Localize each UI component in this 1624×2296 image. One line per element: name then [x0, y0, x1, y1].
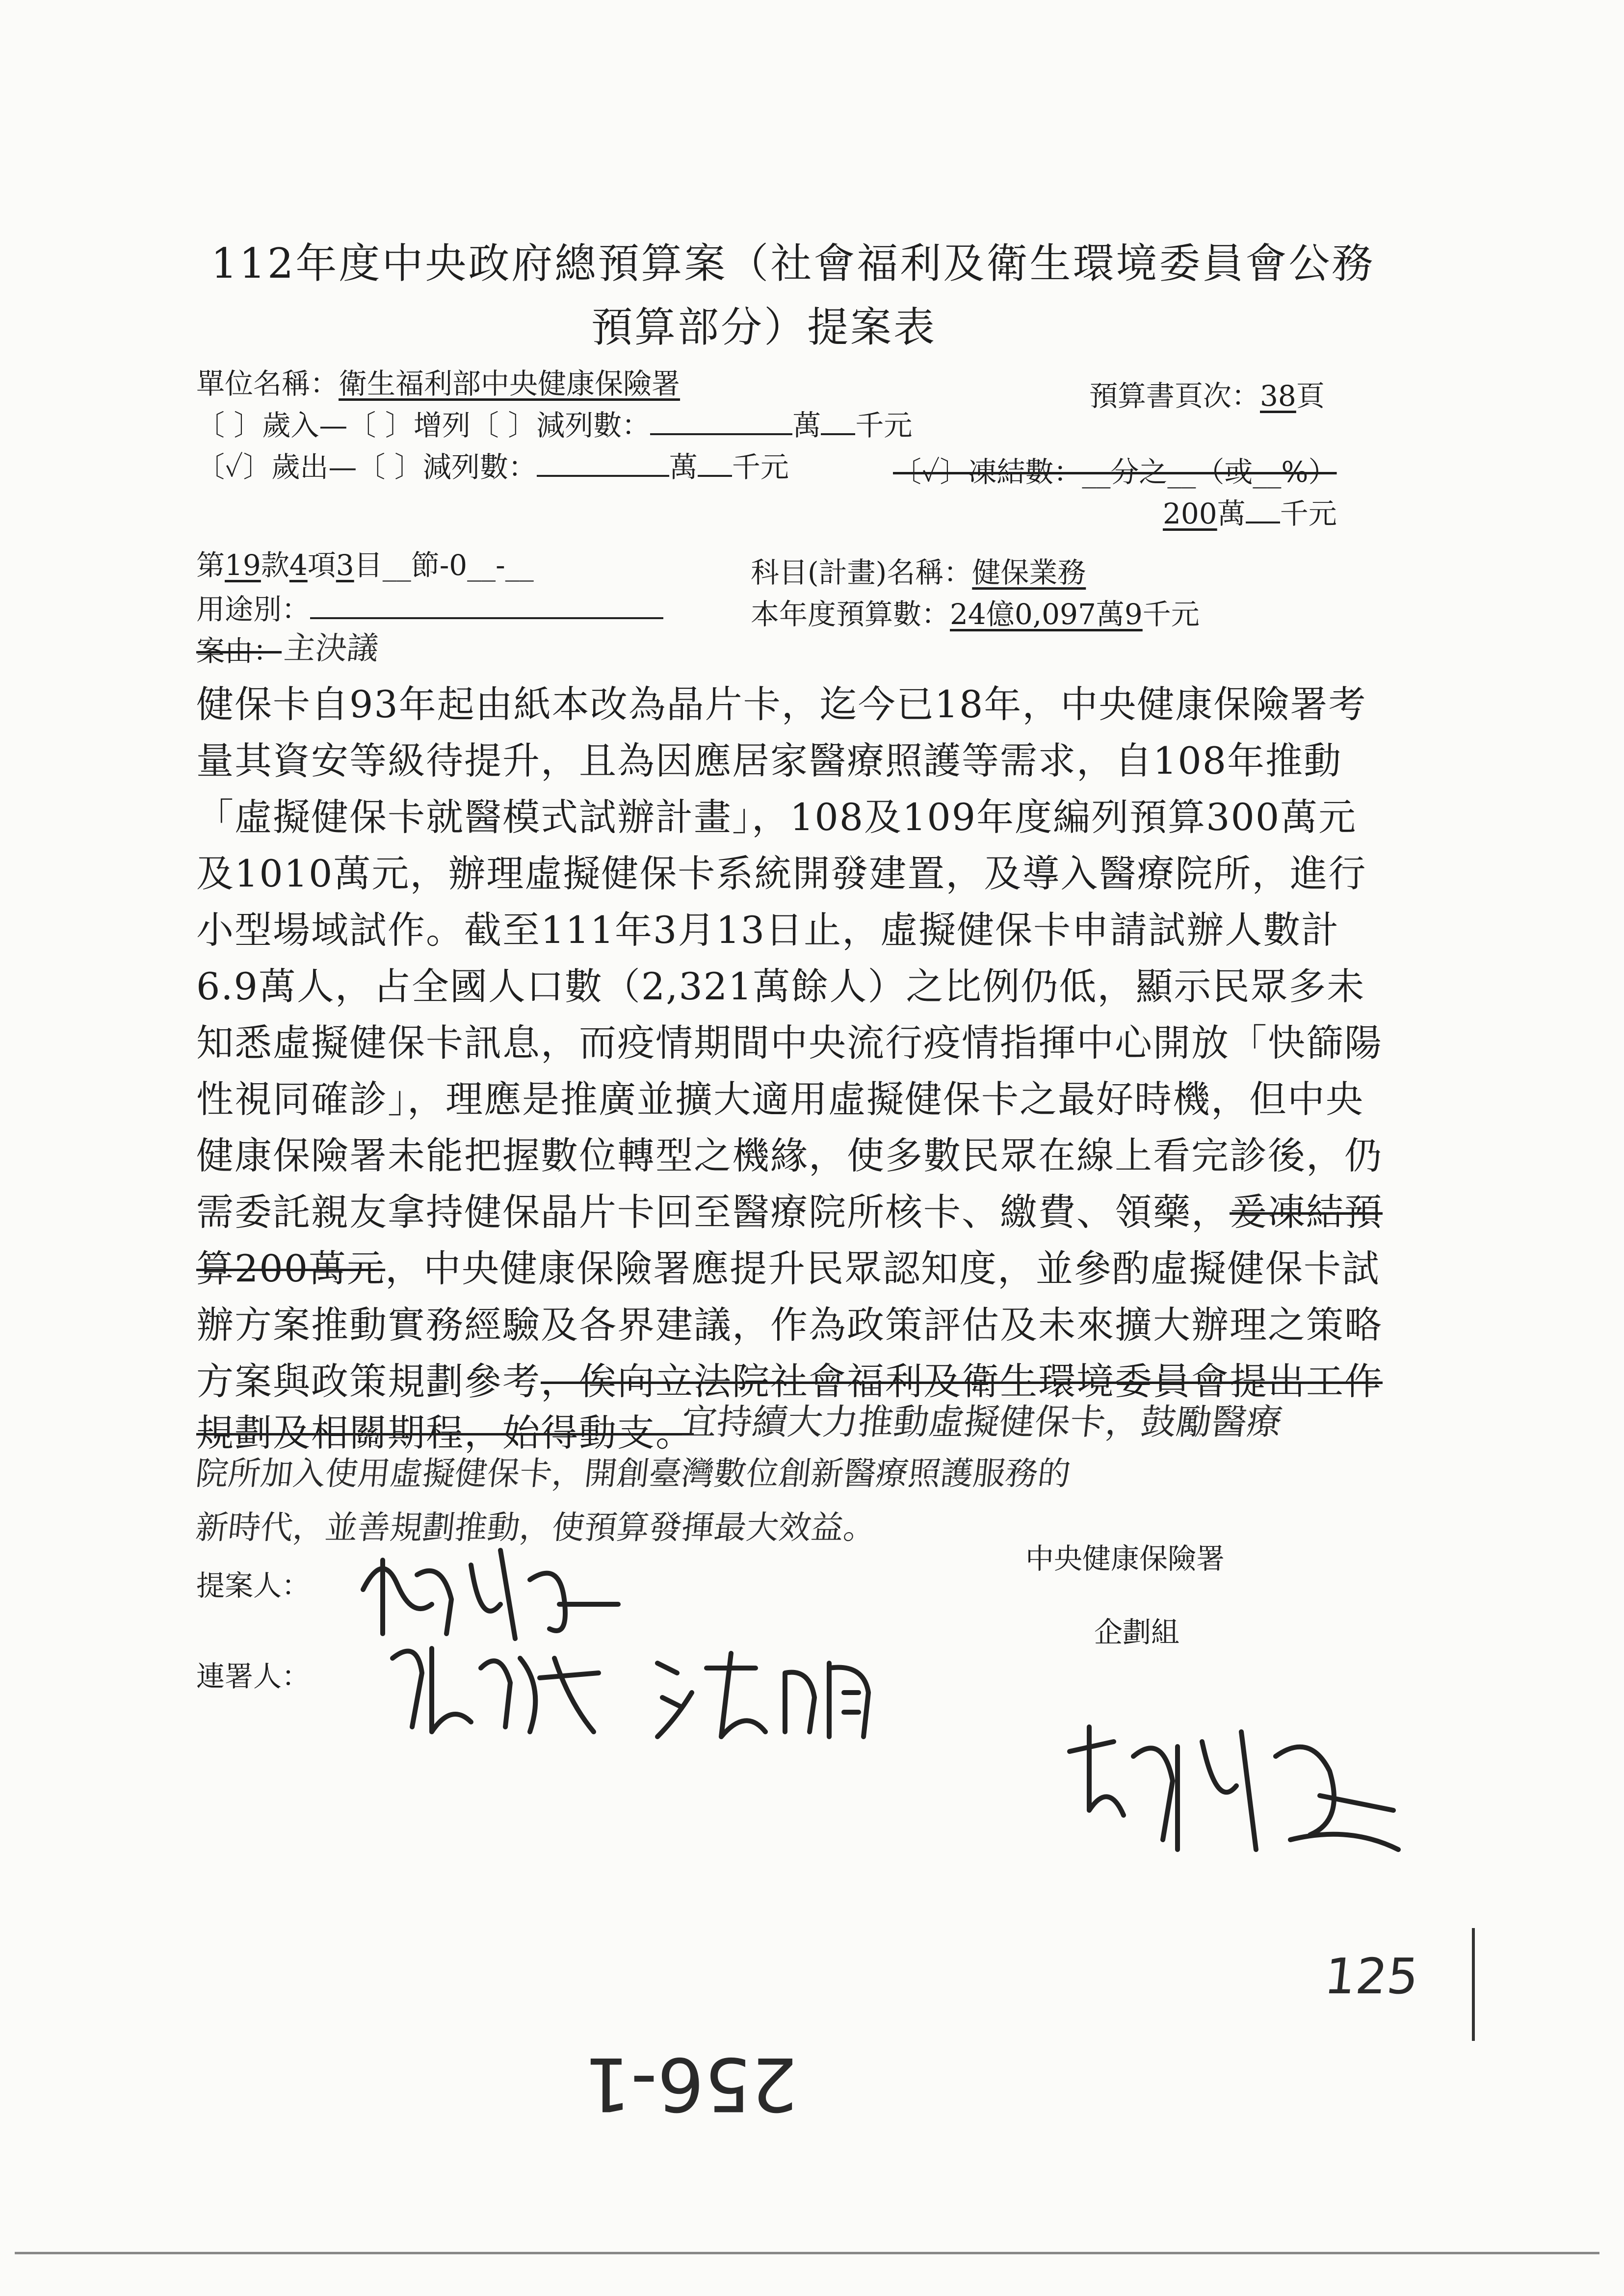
reason-line-12: 辦方案推動實務經驗及各界建議，作為政策評估及未來擴大辦理之策略: [196, 1303, 1383, 1347]
office-dept: 企劃組: [1094, 1616, 1180, 1649]
reason-line-11: [196, 1239, 1380, 1292]
expense-qian: 千元: [732, 450, 789, 484]
budget-label: 本年度預算數：: [751, 598, 950, 631]
usage-label: 用途別：: [196, 593, 311, 626]
cosigner-signature-1: [383, 1629, 608, 1747]
reason-line-2: 量其資安等級待提升，且為因應居家醫療照護等需求，自108年推動: [196, 739, 1342, 783]
reason-line-1: 健保卡自93年起由紙本改為晶片卡，迄今已18年，中央健康保險署考: [196, 682, 1367, 726]
reason-line-11-text: ，中央健康保險署應提升民眾認知度，並參酌虛擬健保卡試: [385, 1247, 1381, 1290]
jie-rest: __節-0__-__: [382, 548, 534, 582]
item-prefix: 第: [196, 548, 225, 582]
page-suffix: 頁: [1296, 379, 1325, 413]
unit-label: 單位名稱：: [196, 367, 339, 400]
office-name: 中央健康保險署: [1025, 1542, 1225, 1575]
page-ref: [1089, 373, 1325, 414]
document-number: 256-1: [584, 2041, 798, 2126]
revenue-row: [196, 402, 912, 444]
reason-line-13-struck: ，俟向立法院社會福利及衛生環境委員會提出工作: [541, 1359, 1383, 1403]
doc-title-line1: 112年度中央政府總預算案（社會福利及衛生環境委員會公務: [211, 239, 1375, 287]
budget-suffix: 千元: [1142, 598, 1200, 631]
revenue-qian: 千元: [855, 409, 913, 442]
expense-row: [196, 444, 789, 485]
xiang-label: 項: [307, 548, 336, 582]
doc-title-line2: 預算部分）提案表: [591, 303, 937, 351]
usage-row: [196, 586, 663, 627]
margin-line: [1472, 1928, 1475, 2041]
subject-value: 健保業務: [972, 556, 1086, 589]
mu-label: 目: [354, 548, 383, 582]
cosigner-signature-2: [648, 1639, 903, 1747]
reason-handwritten-label: 主決議: [282, 630, 381, 667]
page-mark: 125: [1321, 1948, 1422, 2005]
bottom-scan-edge: [15, 2252, 1599, 2254]
subject-label: 科目(計畫)名稱：: [751, 556, 972, 589]
reason-line-7: 知悉虛擬健保卡訊息，而疫情期間中央流行疫情指揮中心開放「快篩陽: [196, 1021, 1383, 1065]
revenue-label: 〔 〕歲入—〔 〕增列〔 〕減列數：: [196, 409, 651, 442]
mu-value: 3: [336, 548, 354, 582]
reason-line-10-text: 需委託親友拿持健保晶片卡回至醫療院所核卡、繳費、領藥，: [196, 1190, 1230, 1234]
reason-line-10-struck: 爰凍結預: [1230, 1190, 1383, 1234]
reason-line-3: 「虛擬健保卡就醫模式試辦計畫」，108及109年度編列預算300萬元: [196, 795, 1357, 839]
budget-value: 24億0,097萬9: [950, 598, 1143, 631]
expense-wan: 萬: [669, 450, 698, 484]
expense-label: 〔✓〕歲出—〔 〕減列數：: [196, 450, 537, 484]
cosigner-label: 連署人：: [196, 1660, 311, 1693]
reason-line-8: 性視同確診」，理應是推廣並擴大適用虛擬健保卡之最好時機，但中央: [196, 1077, 1364, 1121]
reason-line-9: 健康保險署未能把握數位轉型之機緣，使多數民眾在線上看完診後，仍: [196, 1134, 1383, 1177]
page-value: 38: [1260, 379, 1296, 413]
page-label: 預算書頁次：: [1089, 379, 1260, 413]
revenue-wan: 萬: [792, 409, 821, 442]
unit-value: 衛生福利部中央健康保險署: [339, 367, 681, 400]
kuan-value: 19: [225, 548, 261, 582]
subject-row: [751, 549, 1086, 591]
proposer-label: 提案人：: [196, 1569, 311, 1602]
reason-line-14-struck: 規劃及相關期程，始得動支。: [196, 1411, 694, 1455]
freeze-amount: 200: [1163, 497, 1217, 530]
unit-row: [196, 361, 680, 402]
reason-line-6: 6.9萬人，占全國人口數（2,321萬餘人）之比例仍低，顯示民眾多未: [196, 965, 1365, 1008]
freeze-unit-qian: 千元: [1280, 497, 1337, 530]
xiang-value: 4: [289, 548, 308, 582]
budget-row: [751, 591, 1200, 632]
handwritten-addition-1: 宜持續大力推動虛擬健保卡，鼓勵醫療: [679, 1401, 1284, 1442]
kuan-label: 款: [261, 548, 289, 582]
reason-line-11-struck: 算200萬元: [196, 1247, 386, 1290]
office-signature: [1055, 1712, 1408, 1869]
handwritten-addition-2: 院所加入使用虛擬健保卡，開創臺灣數位創新醫療照護服務的: [194, 1455, 1073, 1492]
freeze-amount-row: [1163, 491, 1337, 532]
handwritten-addition-3: 新時代，並善規劃推動，使預算發揮最大效益。: [194, 1509, 878, 1546]
freeze-unit-wan: 萬: [1217, 497, 1246, 530]
reason-label: 案由：: [196, 634, 282, 668]
reason-line-4: 及1010萬元，辦理虛擬健保卡系統開發建置，及導入醫療院所，進行: [196, 852, 1367, 895]
reason-line-10: [196, 1182, 1383, 1236]
reason-line-13-text: 方案與政策規劃參考: [196, 1359, 541, 1403]
freeze-text: 〔✓〕凍結數：__分之__（或__%）: [893, 455, 1337, 489]
item-classification: [196, 542, 534, 583]
reason-line-5: 小型場域試作。截至111年3月13日止，虛擬健保卡申請試辦人數計: [196, 908, 1340, 952]
